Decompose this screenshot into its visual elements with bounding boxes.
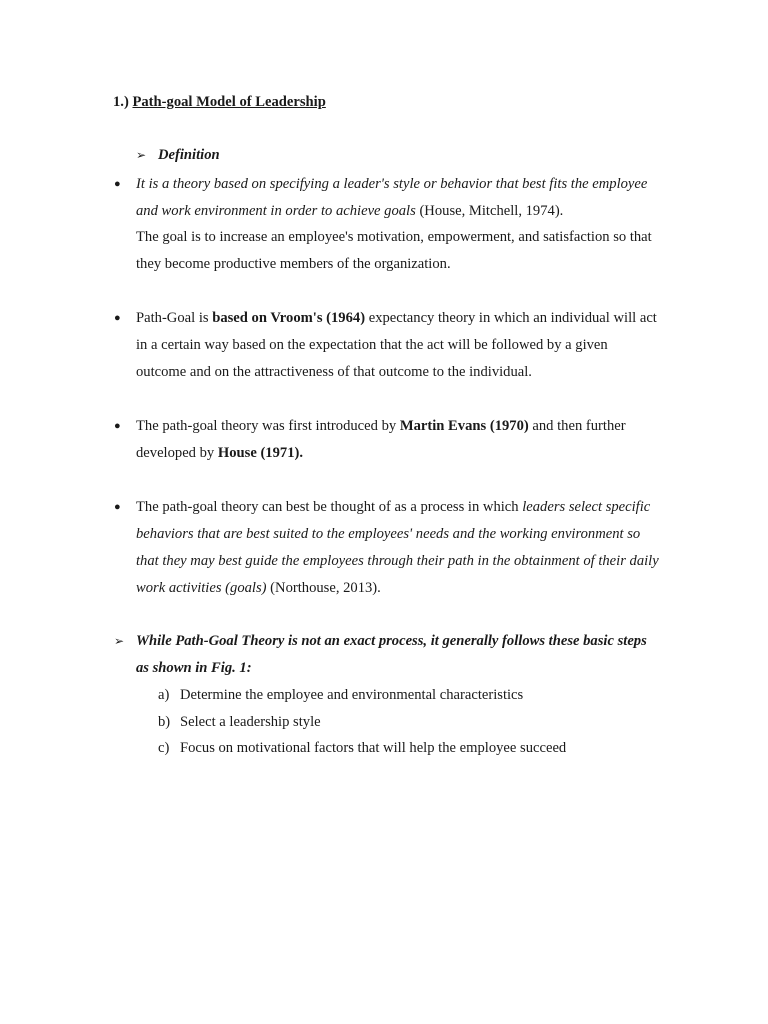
bullet2-line3: outcome and on the attractiveness of that outcome to the individual. [136, 364, 532, 380]
bullet4-line2: behaviors that are best suited to the employees' needs and the working environment so [136, 526, 641, 542]
list-item-text: Focus on motivational factors that will help the employee succeed [180, 740, 567, 756]
section-heading [113, 93, 326, 111]
bullet-icon: ● [114, 312, 121, 324]
section-number: 1.) [113, 94, 129, 110]
bullet3-line1: The path-goal theory was first introduced by Martin Evans (1970) and then further [136, 418, 626, 434]
bullet3-line2: developed by House (1971). [136, 445, 304, 461]
list-marker: b) [158, 714, 171, 730]
bullet-icon: ● [114, 178, 121, 190]
bullet1-line3: The goal is to increase an employee's motivation, empowerment, and satisfaction so that [136, 229, 652, 245]
bullet4-line3: that they may best guide the employees through their path in the obtainment of their daily [136, 553, 659, 569]
arrow-bullet-icon: ➢ [114, 634, 125, 648]
section-title: Path-goal Model of Leadership [132, 94, 326, 110]
list-item-text: Determine the employee and environmental characteristics [180, 687, 524, 703]
bullet2-line2: in a certain way based on the expectation that the act will be followed by a given [136, 337, 608, 353]
bullet2-line1: Path-Goal is based on Vroom's (1964) expectancy theory in which an individual will act [136, 310, 657, 326]
list-marker: a) [158, 687, 170, 703]
list-item-text: Select a leadership style [180, 714, 321, 730]
steps-intro-line1: While Path-Goal Theory is not an exact process, it generally follows these basic steps [136, 633, 647, 649]
definition-label: Definition [158, 147, 220, 163]
bullet4-line1: The path-goal theory can best be thought of as a process in which leaders select specific [136, 499, 651, 515]
bullet1-line4: they become productive members of the organization. [136, 256, 451, 272]
bullet1-line1: It is a theory based on specifying a leader's style or behavior that best fits the employee [136, 176, 648, 192]
list-item [158, 713, 170, 731]
bullet4-line4: work activities (goals) (Northouse, 2013). [136, 580, 381, 596]
list-item [158, 739, 169, 757]
arrow-bullet-icon: ➢ [136, 148, 147, 162]
steps-intro-line2: as shown in Fig. 1: [136, 660, 252, 676]
bullet-icon: ● [114, 420, 121, 432]
list-item [158, 686, 169, 704]
bullet1-line2: and work environment in order to achieve goals (House, Mitchell, 1974). [136, 203, 564, 219]
bullet-icon: ● [114, 501, 121, 513]
list-marker: c) [158, 740, 170, 756]
